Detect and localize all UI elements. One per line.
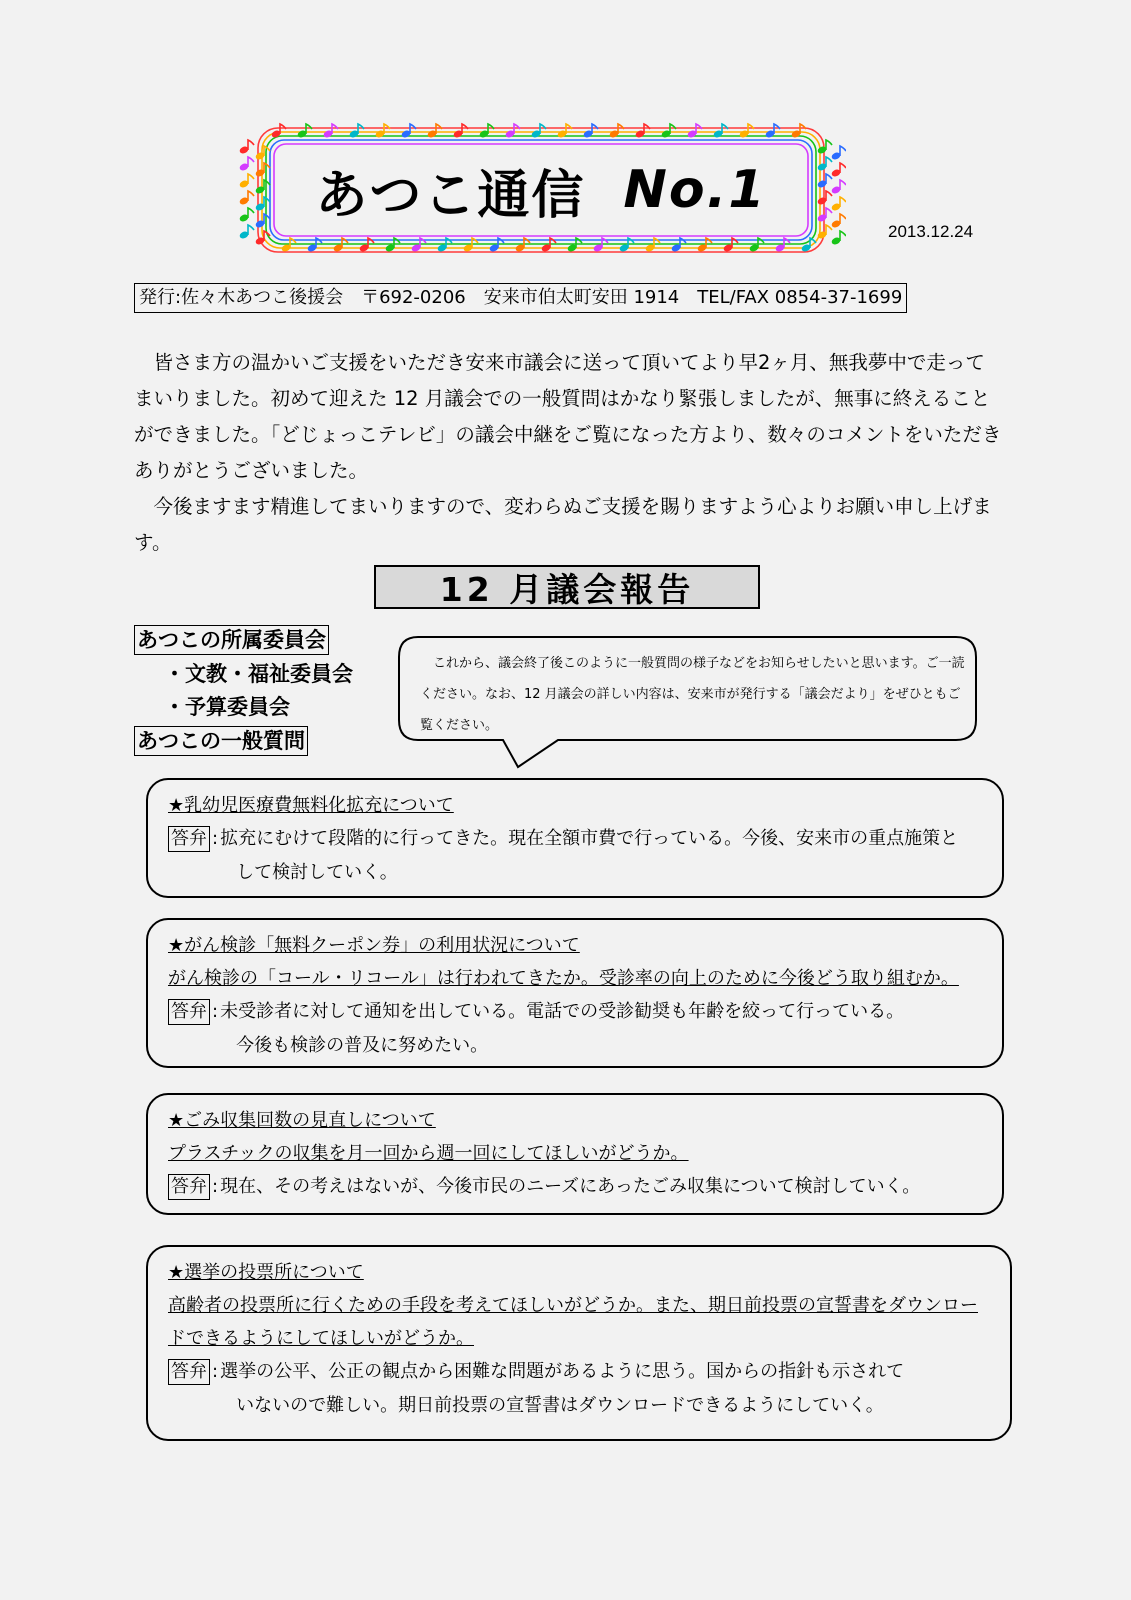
greeting-paragraph: 今後ますます精進してまいりますので、変わらぬご支援を賜りますよう心よりお願い申し上げます。 xyxy=(134,495,992,554)
qa-answer: 答弁 : 選挙の公平、公正の観点から困難な問題があるように思う。国からの指針も示されて いないので難しい。期日前投票の宣誓書はダウンロードできるようにしていく。 xyxy=(168,1355,992,1423)
qa-card xyxy=(146,778,1004,898)
publisher-info: 発行:佐々木あつこ後援会 〒692-0206 安来市伯太町安田 1914 TEL/FAX 0854-37-1699 xyxy=(134,283,907,313)
greeting-text xyxy=(134,345,1004,561)
greeting-paragraph: 皆さま方の温かいご支援をいただき安来市議会に送って頂いてより早2ヶ月、無我夢中で走ってまいりました。初めて迎えた 12 月議会での一般質問はかなり緊張しましたが、無事に終えることができました。「どじょっこテレビ」の議会中継をご覧になった方より、数々のコメントをいただきありがとうございました。 xyxy=(134,351,1002,482)
qa-answer: 答弁 : 未受診者に対して通知を出している。電話での受診勧奨も年齢を絞って行っている。 今後も検診の普及に努めたい。 xyxy=(168,995,984,1063)
answer-text: 拡充にむけて段階的に行ってきた。現在全額市費で行っている。今後、安来市の重点施策と xyxy=(220,828,959,849)
committee-item: ・予算委員会 xyxy=(164,695,290,719)
qa-title: ★がん検診「無料クーポン券」の利用状況について xyxy=(168,935,580,956)
issue-date: 2013.12.24 xyxy=(888,222,974,241)
qa-answer: 答弁 : 拡充にむけて段階的に行ってきた。現在全額市費で行っている。今後、安来市の重点施策と して検討していく。 xyxy=(168,822,984,890)
qa-title: ★乳幼児医療費無料化拡充について xyxy=(168,795,454,816)
qa-title: ★ごみ収集回数の見直しについて xyxy=(168,1110,436,1131)
qa-card xyxy=(146,1245,1012,1441)
answer-text: して検討していく。 xyxy=(236,862,398,883)
qa-question: 高齢者の投票所に行くための手段を考えてほしいがどうか。また、期日前投票の宣誓書をダウンロードできるようにしてほしいがどうか。 xyxy=(168,1295,978,1349)
qa-question: プラスチックの収集を月一回から週一回にしてほしいがどうか。 xyxy=(168,1143,689,1164)
answer-label: 答弁 xyxy=(168,1174,210,1200)
speech-bubble-text xyxy=(420,648,965,741)
newsletter-title: あつこ通信 xyxy=(315,165,586,226)
speech-bubble-line: これから、議会終了後このように一般質問の様子などをお知らせしたいと思います。ご一読ください。なお、12 月議会の詳しい内容は、安来市が発行する「議会だより」をぜひともご覧ください。 xyxy=(420,656,965,733)
issue-number: No.1 xyxy=(623,160,767,220)
answer-text: 未受診者に対して通知を出している。電話での受診勧奨も年齢を絞って行っている。 xyxy=(220,1001,905,1022)
committee-item: ・文教・福祉委員会 xyxy=(164,662,353,686)
committee-heading: あつこの所属委員会 xyxy=(134,625,329,655)
qa-card xyxy=(146,1093,1004,1215)
answer-label: 答弁 xyxy=(168,999,210,1025)
answer-text: 今後も検診の普及に努めたい。 xyxy=(236,1035,489,1056)
answer-text: 現在、その考えはないが、今後市民のニーズにあったごみ収集について検討していく。 xyxy=(220,1176,921,1197)
answer-label: 答弁 xyxy=(168,826,210,852)
answer-label: 答弁 xyxy=(168,1359,210,1385)
qa-question: がん検診の「コール・リコール」は行われてきたか。受診率の向上のために今後どう取り組むか。 xyxy=(168,968,959,989)
section-heading: 12 月議会報告 xyxy=(374,565,760,609)
qa-card xyxy=(146,918,1004,1068)
answer-text: 選挙の公平、公正の観点から困難な問題があるように思う。国からの指針も示されて xyxy=(220,1361,905,1382)
qa-answer: 答弁 : 現在、その考えはないが、今後市民のニーズにあったごみ収集について検討していく。 xyxy=(168,1170,984,1204)
answer-text: いないので難しい。期日前投票の宣誓書はダウンロードできるようにしていく。 xyxy=(236,1395,884,1416)
qa-title: ★選挙の投票所について xyxy=(168,1262,364,1283)
newsletter-title-frame xyxy=(236,120,846,260)
general-questions-heading: あつこの一般質問 xyxy=(134,726,308,756)
